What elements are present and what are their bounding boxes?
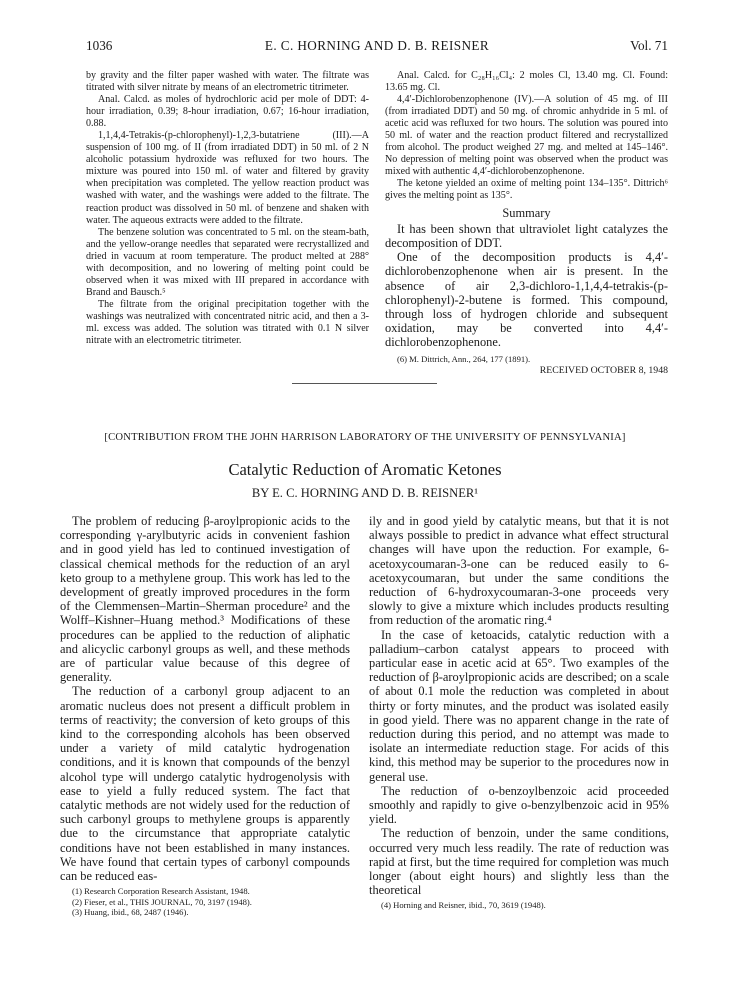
summary-paragraph: It has been shown that ultraviolet light catalyzes the decomposition of DDT.: [385, 221, 668, 250]
paragraph: 4,4′-Dichlorobenzophenone (IV).—A solution of 45 mg. of III (from irradiated DDT) and 50 mg. of chromic anhydride in 5 ml. of acetic acid was refluxed for two hours. The solution was poured into 50 ml. of water and the reaction product filtered and recrystallized from alcohol. The product weighed 27 mg. and melted at 145–146°. No depression of melting point was observed when the product was mixed with authentic 4,4′-dichlorobenzophenone.: [385, 94, 668, 178]
running-head: [86, 38, 668, 56]
paragraph: ily and in good yield by catalytic means, but that it is not always possible to predict in advance what effect structural changes will have upon the reduction. For example, 6-acetoxycoumaran-3-one can be reduced easily to 6-acetoxycoumaran, but under the same conditions the reduction of 6-hydroxycoumaran-3-one proceeds very slowly to give a mixture which includes products resulting from reduction of the aromatic ring.⁴: [369, 514, 669, 628]
paragraph: The ketone yielded an oxime of melting point 134–135°. Dittrich⁶ gives the melting point as 135°.: [385, 178, 668, 202]
volume-label: Vol. 71: [630, 38, 668, 53]
footnote: (2) Fieser, et al., THIS JOURNAL, 70, 3197 (1948).: [72, 896, 252, 907]
contribution-line: [CONTRIBUTION FROM THE JOHN HARRISON LABORATORY OF THE UNIVERSITY OF PENNSYLVANIA]: [104, 432, 626, 443]
paragraph: Anal. Calcd. as moles of hydrochloric acid per mole of DDT: 4-hour irradiation, 0.39; 8-hour irradiation, 0.67; 16-hour irradiation, 0.88.: [86, 94, 369, 130]
article-title: Catalytic Reduction of Aromatic Ketones: [228, 460, 502, 479]
footnote: (1) Research Corporation Research Assistant, 1948.: [72, 886, 250, 897]
page-number: 1036: [86, 38, 113, 53]
footnotes: [60, 886, 350, 918]
footnote: (6) M. Dittrich, Ann., 264, 177 (1891).: [397, 353, 531, 364]
top-right-column: [385, 70, 668, 377]
paragraph: The problem of reducing β-aroylpropionic acids to the corresponding γ-arylbutyric acids in convenient fashion and in good yield has led to continued investigation of classical chemical methods for the reduction of an aryl keto group to a methylene group. This work has led to the development of greatly improved procedures in the form of the Clemmensen–Martin–Sherman procedure² and the Wolff–Kishner–Huang method.³ Modifications of these procedures can be applied to the reduction of aliphatic and alicyclic carbonyl groups as well, and these methods are of particular value because of this degree of generality.: [60, 514, 350, 685]
footnote: (3) Huang, ibid., 68, 2487 (1946).: [72, 907, 189, 918]
body-left-column: [60, 514, 350, 918]
article-byline: BY E. C. HORNING AND D. B. REISNER¹: [251, 486, 479, 500]
paragraph: The benzene solution was concentrated to 5 ml. on the steam-bath, and the yellow-orange needles that separated were recrystallized and dried in vacuum at room temperature. The product melted at 288° with decomposition, and no lowering of melting point could be observed when it was mixed with III prepared in accordance with Brand and Bausch.⁵: [86, 226, 369, 298]
footnotes: [369, 900, 669, 911]
paragraph: The filtrate from the original precipitation together with the washings was neutralized with concentrated nitric acid, and then a 3-ml. excess was added. The solution was titrated with 0.1 N silver nitrate with an electrometric titrimeter.: [86, 298, 369, 347]
footnote: (4) Horning and Reisner, ibid., 70, 3619 (1948).: [381, 900, 546, 911]
received-date: RECEIVED OCTOBER 8, 1948: [539, 365, 668, 377]
paragraph: The reduction of o-benzoylbenzoic acid proceeded smoothly and rapidly to give o-benzylbenzoic acid in 95% yield.: [369, 783, 669, 827]
top-left-column: [86, 70, 369, 347]
summary-paragraph: One of the decomposition products is 4,4′-dichlorobenzophenone when air is present. In the absence of air 2,3-dichloro-1,1,4,4-tetrakis-(p-chlorophenyl)-2-butene is formed. This compound, through loss of hydrogen chloride and subsequent oxidation, may be converted into 4,4′-dichlorobenzophenone.: [385, 250, 668, 350]
paragraph: In the case of ketoacids, catalytic reduction with a palladium–carbon catalyst appears to proceed with particular ease in acetic acid at 65°. Two examples of the reduction of β-aroylpropionic acids are described; on a scale of about 0.1 mole the reduction was completed in about thirty or forty minutes, and the product was isolated easily in good yield. There was no apparent change in the rate of reduction during this period, and no attempt was made to isolate an intermediate reduction stage. For acids of this kind, this method may be superior to the procedures now in general use.: [369, 627, 669, 784]
paragraph: The reduction of benzoin, under the same conditions, occurred very much less readily. The rate of reduction was rapid at first, but the time required for completion was much longer (about eight hours) and slightly less than the theoretical: [369, 826, 669, 898]
section-divider: [292, 383, 437, 384]
paragraph: The reduction of a carbonyl group adjacent to an aromatic nucleus does not present a difficult problem in terms of reactivity; the conversion of keto groups of this kind to the corresponding alcohols has been observed under a variety of mild catalytic hydrogenation conditions, and it is known that compounds of the benzyl alcohol type will undergo catalytic hydrogenolysis with ease to yield a fully reduced system. The fact that catalytic methods are not widely used for the reduction of such carbonyl groups to methylene groups is apparently due to the circumstance that appropriate catalytic conditions have not been established in many instances. We have found that certain types of carbonyl compounds can be reduced eas-: [60, 684, 350, 884]
running-head-authors: E. C. HORNING AND D. B. REISNER: [264, 38, 490, 53]
summary-heading: Summary: [502, 205, 551, 220]
paragraph: 1,1,4,4-Tetrakis-(p-chlorophenyl)-1,2,3-butatriene (III).—A suspension of 100 mg. of II (from irradiated DDT) in 50 ml. of 2 N alcoholic potassium hydroxide was refluxed for two hours. The mixture was poured into 150 ml. of water and filtered by gravity when precipitation was completed. The yellow reaction product was washed with water, and the washings were added to the filtrate. The reaction product was dissolved in 50 ml. of benzene and shaken with water. The aqueous extracts were added to the filtrate.: [86, 130, 369, 226]
analysis-paragraph: Anal. Calcd. for C₂₈H₁₆Cl₄: 2 moles Cl, 13.40 mg. Cl. Found: 13.65 mg. Cl.: [385, 70, 668, 94]
paragraph: by gravity and the filter paper washed with water. The filtrate was titrated with silver nitrate by means of an electrometric titrimeter.: [86, 70, 369, 94]
body-right-column: [369, 514, 669, 911]
